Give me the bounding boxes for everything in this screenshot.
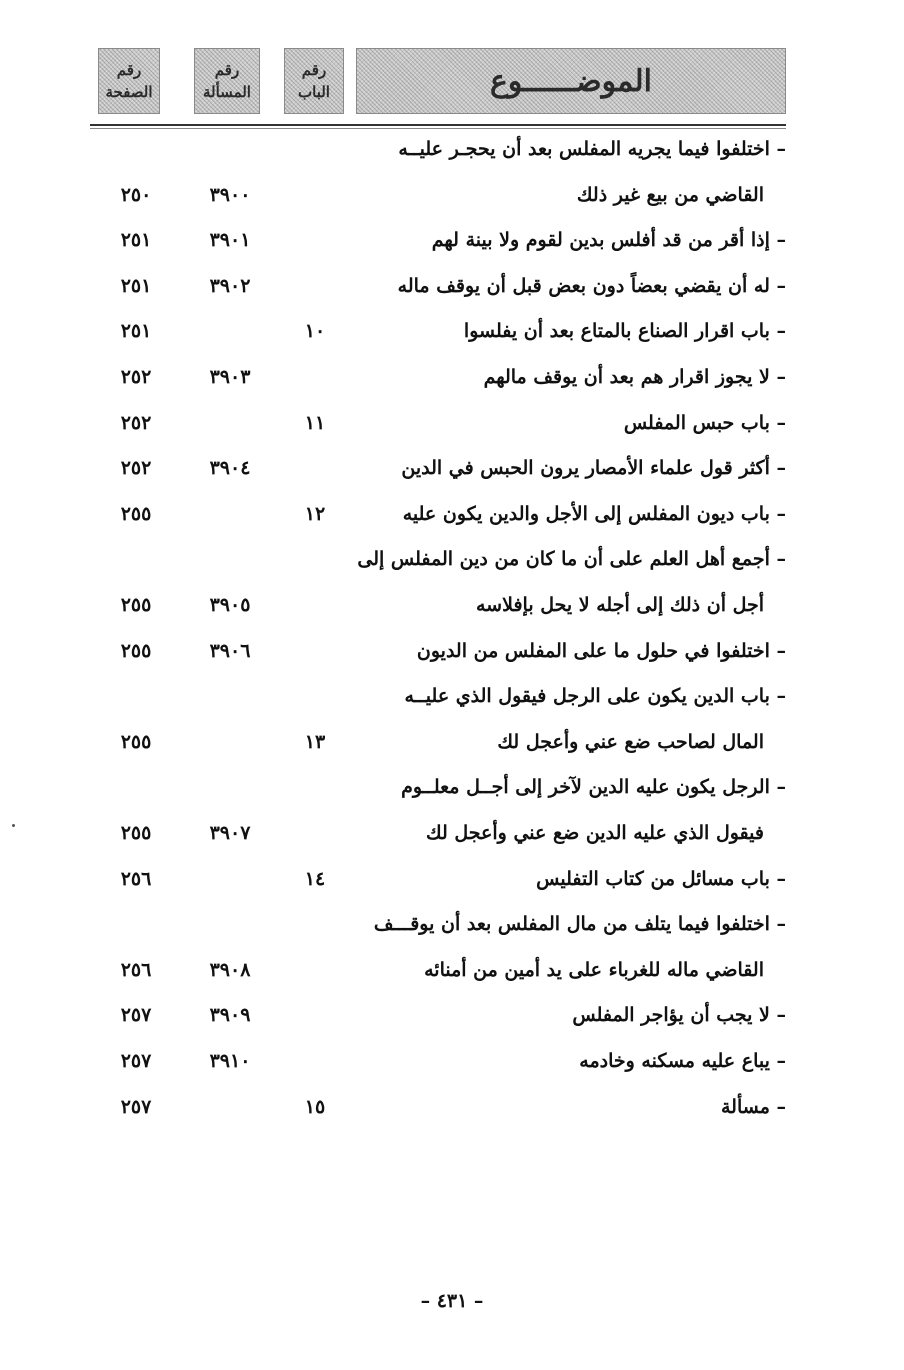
table-row	[0, 1084, 904, 1130]
row-chapter-number	[280, 172, 350, 218]
row-page-number: ٢٥٧	[120, 1050, 152, 1072]
row-topic: – اختلفوا فيما يجريه المفلس بعد أن يحجـر عليــه	[398, 138, 786, 160]
table-row	[0, 172, 904, 218]
row-page-number: ٢٥٢	[120, 411, 152, 434]
row-issue-number: ٣٩٠١	[209, 229, 251, 252]
table-row	[0, 445, 904, 491]
table-row	[0, 764, 904, 810]
row-issue-number: ٣٩٠٤	[209, 457, 251, 480]
row-page-number: ٢٥٥	[120, 822, 152, 844]
row-topic: – إذا أقر من قد أفلس بدين لقوم ولا بينة لهم	[431, 229, 786, 252]
row-chapter-number	[280, 445, 350, 491]
row-chapter-number	[280, 810, 350, 856]
row-issue-number: ٣٩٠٠	[209, 183, 251, 206]
row-issue-number: ٣٩٠٩	[209, 1004, 251, 1027]
row-topic: – لا يجوز اقرار هم بعد أن يوقف مالهم	[483, 366, 786, 388]
row-issue-number	[180, 901, 280, 947]
table-row	[0, 628, 904, 674]
row-page-number	[96, 764, 176, 810]
row-chapter-number: ١٣	[304, 730, 326, 753]
row-chapter-number	[280, 1038, 350, 1084]
row-page-number: ٢٥٠	[120, 183, 152, 206]
row-chapter-number: ١١	[304, 411, 326, 434]
header-issue-label-2: المسألة	[203, 83, 251, 101]
row-page-number: ٢٥١	[120, 274, 152, 297]
table-row	[0, 856, 904, 902]
row-topic: – يباع عليه مسكنه وخادمه	[579, 1050, 786, 1072]
table-row	[0, 354, 904, 400]
row-topic: – اختلفوا فيما يتلف من مال المفلس بعد أن يوقـــف	[373, 913, 786, 936]
table-row	[0, 491, 904, 537]
row-topic: – لا يجب أن يؤاجر المفلس	[572, 1004, 786, 1027]
row-issue-number: ٣٩١٠	[209, 1050, 251, 1072]
table-row	[0, 217, 904, 263]
row-page-number: ٢٥٥	[120, 639, 152, 662]
row-issue-number: ٣٩٠٦	[209, 639, 251, 662]
row-issue-number: ٣٩٠٣	[209, 366, 251, 388]
row-chapter-number	[280, 263, 350, 309]
row-chapter-number	[280, 582, 350, 628]
header-issue-label-1: رقم	[214, 61, 240, 79]
row-issue-number: ٣٩٠٢	[209, 274, 251, 297]
row-issue-number	[180, 764, 280, 810]
table-row	[0, 719, 904, 765]
row-page-number: ٢٥٦	[120, 867, 152, 890]
table-row	[0, 673, 904, 719]
header-chapter-label-2: الباب	[298, 83, 330, 101]
header-issue-number	[194, 48, 260, 114]
row-topic: – اختلفوا في حلول ما على المفلس من الديون	[416, 639, 786, 662]
row-chapter-number	[280, 947, 350, 993]
row-topic: – باب ديون المفلس إلى الأجل والدين يكون عليه	[402, 502, 786, 525]
row-page-number: ٢٥٦	[120, 958, 152, 981]
row-page-number	[96, 901, 176, 947]
table-row	[0, 992, 904, 1038]
row-topic: المال لصاحب ضع عني وأعجل لك	[497, 730, 764, 753]
table-header	[90, 48, 786, 118]
row-chapter-number	[280, 217, 350, 263]
table-row	[0, 582, 904, 628]
row-topic: – باب مسائل من كتاب التفليس	[536, 867, 786, 890]
row-page-number: ٢٥٧	[120, 1095, 152, 1118]
row-page-number: ٢٥١	[120, 229, 152, 252]
table-row	[0, 126, 904, 172]
row-topic: أجل أن ذلك إلى أجله لا يحل بإفلاسه	[476, 594, 764, 616]
row-issue-number	[180, 1084, 280, 1130]
row-chapter-number: ١٠	[304, 320, 326, 343]
row-issue-number: ٣٩٠٨	[209, 958, 251, 981]
row-topic: – أكثر قول علماء الأمصار يرون الحبس في الدين	[401, 457, 786, 480]
table-row	[0, 400, 904, 446]
table-row	[0, 263, 904, 309]
row-issue-number	[180, 491, 280, 537]
row-issue-number	[180, 719, 280, 765]
row-chapter-number: ١٤	[304, 867, 326, 890]
table-row	[0, 308, 904, 354]
row-chapter-number	[280, 764, 350, 810]
row-chapter-number	[280, 673, 350, 719]
row-chapter-number	[280, 628, 350, 674]
row-chapter-number	[280, 536, 350, 582]
table-row	[0, 901, 904, 947]
row-issue-number	[180, 400, 280, 446]
row-page-number: ٢٥١	[120, 320, 152, 343]
row-chapter-number	[280, 901, 350, 947]
row-chapter-number	[280, 354, 350, 400]
row-topic: القاضي ماله للغرباء على يد أمين من أمنائه	[424, 958, 764, 981]
header-page-label-2: الصفحة	[105, 83, 153, 101]
row-issue-number	[180, 126, 280, 172]
row-chapter-number: ١٥	[304, 1095, 326, 1118]
row-issue-number: ٣٩٠٥	[209, 594, 251, 616]
table-row	[0, 1038, 904, 1084]
header-page-number	[98, 48, 160, 114]
header-page-label-1: رقم	[116, 61, 142, 79]
row-topic: – باب الدين يكون على الرجل فيقول الذي عليــه	[404, 685, 786, 708]
header-topic-label: الموضــــــوع	[490, 63, 652, 99]
row-page-number: ٢٥٥	[120, 502, 152, 525]
row-page-number: ٢٥٧	[120, 1004, 152, 1027]
row-page-number: ٢٥٥	[120, 730, 152, 753]
row-topic: فيقول الذي عليه الدين ضع عني وأعجل لك	[425, 822, 764, 844]
table-row	[0, 536, 904, 582]
scan-speck	[12, 824, 15, 827]
header-topic	[356, 48, 786, 114]
header-chapter-label-1: رقم	[301, 61, 327, 79]
row-chapter-number	[280, 126, 350, 172]
row-issue-number	[180, 856, 280, 902]
page-number: – ٤٣١ –	[420, 1290, 484, 1312]
row-issue-number	[180, 308, 280, 354]
row-topic: – باب حبس المفلس	[623, 411, 786, 434]
row-page-number: ٢٥٢	[120, 457, 152, 480]
table-row	[0, 810, 904, 856]
row-page-number: ٢٥٢	[120, 366, 152, 388]
row-topic: – مسألة	[720, 1095, 786, 1118]
row-issue-number	[180, 536, 280, 582]
row-page-number	[96, 536, 176, 582]
row-topic: – باب اقرار الصناع بالمتاع بعد أن يفلسوا	[463, 320, 786, 343]
row-topic: – أجمع أهل العلم على أن ما كان من دين المفلس إلى	[357, 548, 786, 571]
row-chapter-number: ١٢	[304, 502, 326, 525]
header-chapter-number	[284, 48, 344, 114]
row-issue-number	[180, 673, 280, 719]
row-page-number: ٢٥٥	[120, 594, 152, 616]
table-row	[0, 947, 904, 993]
row-topic: القاضي من بيع غير ذلك	[576, 183, 764, 206]
row-page-number	[96, 126, 176, 172]
row-page-number	[96, 673, 176, 719]
row-topic: – الرجل يكون عليه الدين لآخر إلى أجــل معلــوم	[401, 776, 786, 799]
row-issue-number: ٣٩٠٧	[209, 822, 251, 844]
row-chapter-number	[280, 992, 350, 1038]
row-topic: – له أن يقضي بعضاً دون بعض قبل أن يوقف ماله	[397, 274, 786, 297]
